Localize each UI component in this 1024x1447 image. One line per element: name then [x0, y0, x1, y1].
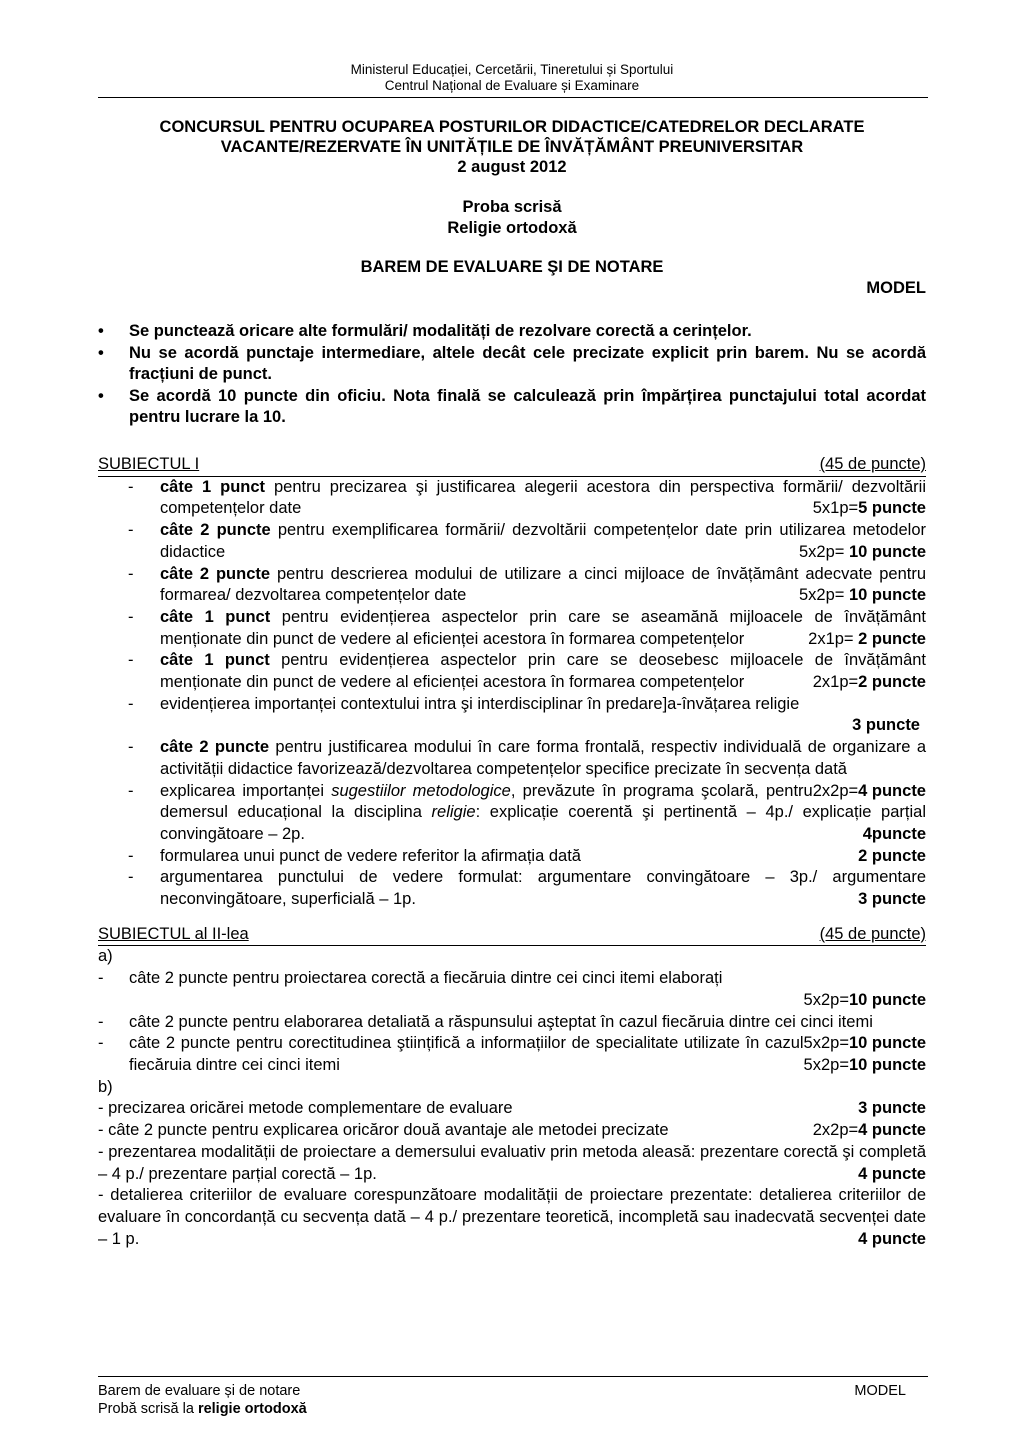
points-total: 2 puncte	[858, 629, 926, 648]
footer-prefix: Probă scrisă la	[98, 1401, 198, 1417]
criterion-points	[129, 990, 926, 1012]
criterion-text: câte 2 puncte pentru proiectarea corectă a fiecăruia dintre cei cinci itemi elaborați	[129, 969, 723, 988]
center-name: Centrul Național de Evaluare și Examinare	[384, 78, 640, 93]
section-2-heading	[98, 924, 926, 947]
dash-icon: -	[128, 477, 134, 496]
criterion-item	[98, 781, 926, 846]
criterion-item	[98, 1098, 926, 1120]
dash-icon: -	[128, 846, 134, 865]
rule-text: Nu se acordă punctaje intermediare, altele decât cele precizate explicit prin barem. Nu se acordă fracțiuni de punct.	[129, 343, 926, 383]
grading-content	[98, 454, 926, 1250]
model-label: MODEL	[866, 279, 926, 297]
bullet-icon: •	[98, 343, 104, 362]
criterion-points	[863, 824, 926, 846]
dash-icon: -	[128, 738, 134, 757]
points-total: 2 puncte	[858, 673, 926, 692]
criterion-bold: câte 1 punct	[160, 607, 271, 626]
criterion-text: câte 2 puncte pentru elaborarea detaliată a răspunsului aşteptat în cazul fiecăruia dintre cei cinci itemi	[129, 1012, 873, 1031]
criterion-item	[98, 520, 926, 563]
criterion-text: pentru justificarea modului în care forma frontală, respectiv individuală de organizare a activității didactice favorizează/dezvoltarea competențelor specifice precizate în secvența dată	[160, 738, 926, 778]
dash-icon: -	[98, 1034, 104, 1053]
criterion-text: - detalierea criteriilor de evaluare corespunzătoare modalității de proiectare prezentate: detalierea criteriilor de evaluare în concordanță cu secvența dată – 4 p./ prezentare teoretică, incompletă sau inadecvată secvenței date – 1 p.	[98, 1186, 926, 1248]
points-calc: 2x2p=	[812, 1121, 859, 1140]
criterion-text: pentru descrierea modului de utilizare a cinci mijloace de învățământ adecvate pentru formarea/ dezvoltarea competențelor date	[160, 564, 926, 605]
points-total: 10 puncte	[848, 542, 926, 561]
criterion-item	[98, 607, 926, 650]
points-total: 10 puncte	[848, 990, 926, 1009]
rule-text: Se acordă 10 puncte din oficiu. Nota finală se calculează prin împărțirea punctajului total acordat pentru lucrare la 10.	[129, 386, 926, 426]
dash-icon: -	[128, 521, 134, 540]
footer-subject: religie ortodoxă	[197, 1401, 307, 1417]
dash-icon: -	[128, 781, 134, 800]
points-total: 2 puncte	[858, 846, 926, 865]
document-title	[98, 117, 926, 177]
criterion-text: câte 2 puncte pentru corectitudinea ştiințifică a informațiilor de specialitate utilizate în cazul fiecăruia dintre cei cinci itemi	[129, 1034, 804, 1074]
points-total: 3 puncte	[858, 890, 926, 909]
dash-icon: -	[128, 868, 134, 887]
criterion-bold: câte 2 puncte	[160, 564, 271, 583]
points-total: 10 puncte	[848, 1034, 926, 1053]
criterion-item	[98, 1185, 926, 1250]
criterion-item	[98, 477, 926, 520]
points-calc: 2x2p=	[812, 781, 859, 800]
rule-item	[98, 343, 926, 386]
points-total: 10 puncte	[848, 1055, 926, 1074]
criterion-bold: câte 2 puncte	[160, 738, 270, 757]
criterion-text: formularea unui punct de vedere referitor la afirmația dată	[160, 846, 581, 865]
exam-subtitle	[98, 197, 926, 239]
general-rules-list	[98, 321, 926, 429]
bullet-icon: •	[98, 322, 104, 340]
points-calc: 5x2p=	[798, 542, 849, 561]
section-1-points: (45 de puncte)	[819, 455, 926, 473]
barem-title: BAREM DE EVALUARE ŞI DE NOTARE	[360, 258, 664, 276]
criterion-text: - precizarea oricărei metode complementare de evaluare	[98, 1099, 513, 1118]
footer-line-1: Barem de evaluare și de notare	[98, 1383, 301, 1399]
points-calc: 2x1p=	[808, 629, 859, 648]
footer-rule	[98, 1376, 928, 1377]
criterion-points	[813, 498, 926, 520]
criterion-points	[858, 1098, 926, 1120]
title-line-1: CONCURSUL PENTRU OCUPAREA POSTURILOR DIDACTICE/CATEDRELOR DECLARATE	[159, 118, 865, 136]
criterion-points	[858, 1229, 926, 1251]
criterion-bold: câte 1 punct	[160, 477, 266, 496]
criterion-points	[858, 1164, 926, 1186]
points-calc: 5x2p=	[803, 1034, 849, 1053]
criterion-text: evidențierea importanței contextului intra şi interdisciplinar în predare]a-învățarea religie	[160, 694, 800, 713]
points-calc: 5x1p=	[812, 499, 859, 518]
section-2-title: SUBIECTUL al II-lea	[98, 924, 249, 943]
dash-icon: -	[128, 607, 134, 626]
criterion-text: - prezentarea modalității de proiectare a demersului evaluativ prin metoda aleasă: prezentare corectă şi completă – 4 p./ prezentare parțial corectă – 1p.	[98, 1142, 926, 1183]
criterion-item	[98, 694, 926, 737]
criterion-item	[98, 564, 926, 607]
criterion-italic: religie	[431, 803, 476, 822]
points-calc: 5x2p=	[803, 1055, 849, 1074]
criterion-text: pentru precizarea şi justificarea alegerii acestora din perspectiva formării/ dezvoltării competențelor date	[160, 477, 926, 518]
criterion-item	[98, 968, 926, 1011]
criterion-bold: câte 1 punct	[160, 651, 270, 670]
footer-model-label: MODEL	[854, 1383, 906, 1399]
points-total: 4puncte	[862, 824, 926, 843]
rule-item	[98, 321, 926, 343]
header-rule	[98, 97, 928, 98]
part-a-label: a)	[98, 947, 113, 966]
criterion-points	[799, 542, 926, 564]
page-header	[98, 62, 926, 94]
page-footer	[98, 1382, 926, 1418]
criterion-points	[160, 715, 926, 737]
criterion-item	[98, 1033, 926, 1076]
dash-icon: -	[128, 564, 134, 583]
section-2-points: (45 de puncte)	[819, 924, 926, 943]
rule-text: Se punctează oricare alte formulări/ modalități de rezolvare corectă a cerințelor.	[129, 322, 752, 340]
dash-icon: -	[128, 651, 134, 670]
title-line-2: VACANTE/REZERVATE ÎN UNITĂȚILE DE ÎNVĂȚĂMÂNT PREUNIVERSITAR	[220, 138, 804, 156]
points-calc: 5x2p=	[803, 990, 849, 1009]
criterion-item	[98, 1120, 926, 1142]
points-total: 10 puncte	[848, 586, 926, 605]
criterion-points	[813, 1120, 926, 1142]
points-total: 3 puncte	[858, 1099, 926, 1118]
points-total: 4 puncte	[858, 781, 926, 800]
criterion-points	[858, 846, 926, 868]
footer-line-2	[98, 1400, 926, 1418]
points-calc: 2x1p=	[812, 673, 859, 692]
points-calc: 5x2p=	[798, 586, 849, 605]
criterion-points	[799, 585, 926, 607]
criterion-points	[804, 1055, 926, 1077]
points-total: 5 puncte	[858, 499, 926, 518]
criterion-italic: sugestiilor metodologice	[331, 781, 511, 800]
criterion-points	[808, 629, 926, 651]
rule-item	[98, 386, 926, 429]
criterion-text: explicarea importanței	[160, 781, 332, 800]
criterion-text: , prevăzute în programa şcolară, pentru demersul educațional la disciplina	[160, 781, 813, 822]
section-1-heading	[98, 454, 926, 477]
criterion-text: pentru exemplificarea formării/ dezvoltării competențelor date prin utilizarea metodelor didactice	[160, 521, 926, 561]
section-gap	[98, 911, 926, 924]
dash-icon: -	[98, 1012, 104, 1031]
criterion-text: argumentarea punctului de vedere formulat: argumentare convingătoare – 3p./ argumentare neconvingătoare, superficială – 1p.	[160, 868, 926, 909]
criterion-points	[858, 889, 926, 911]
part-b-label: b)	[98, 1077, 113, 1096]
points-total: 4 puncte	[858, 1121, 926, 1140]
criterion-item	[98, 650, 926, 693]
dash-icon: -	[98, 969, 104, 988]
points-total: 4 puncte	[858, 1164, 926, 1183]
bullet-icon: •	[98, 386, 104, 405]
exam-date: 2 august 2012	[457, 158, 567, 176]
section-1-title: SUBIECTUL I	[98, 455, 200, 473]
criterion-item	[98, 1142, 926, 1185]
criterion-item	[98, 867, 926, 910]
criterion-text: - câte 2 puncte pentru explicarea oricăror două avantaje ale metodei precizate	[98, 1121, 669, 1140]
criterion-bold: câte 2 puncte	[160, 521, 271, 540]
exam-type: Proba scrisă	[462, 198, 562, 216]
criterion-points	[813, 672, 926, 694]
criterion-text: pentru evidențierea aspectelor prin care se deosebesc mijloacele de învățământ menționate din punct de vedere al eficienței acestora în formarea competențelor	[160, 651, 927, 692]
criterion-text: : explicație coerentă şi pertinentă – 4p./ explicație parțial convingătoare – 2p.	[160, 803, 926, 843]
criterion-item	[98, 1012, 926, 1053]
criterion-text: pentru evidențierea aspectelor prin care se aseamănă mijloacele de învățământ menționate din punct de vedere al eficienței acestora în formarea competențelor	[160, 607, 926, 648]
points-total: 3 puncte	[852, 716, 920, 735]
exam-subject: Religie ortodoxă	[447, 219, 577, 237]
ministry-name: Ministerul Educației, Cercetării, Tineretului și Sportului	[350, 62, 674, 77]
points-total: 4 puncte	[858, 1229, 926, 1248]
criterion-item	[98, 846, 926, 868]
dash-icon: -	[128, 694, 134, 713]
